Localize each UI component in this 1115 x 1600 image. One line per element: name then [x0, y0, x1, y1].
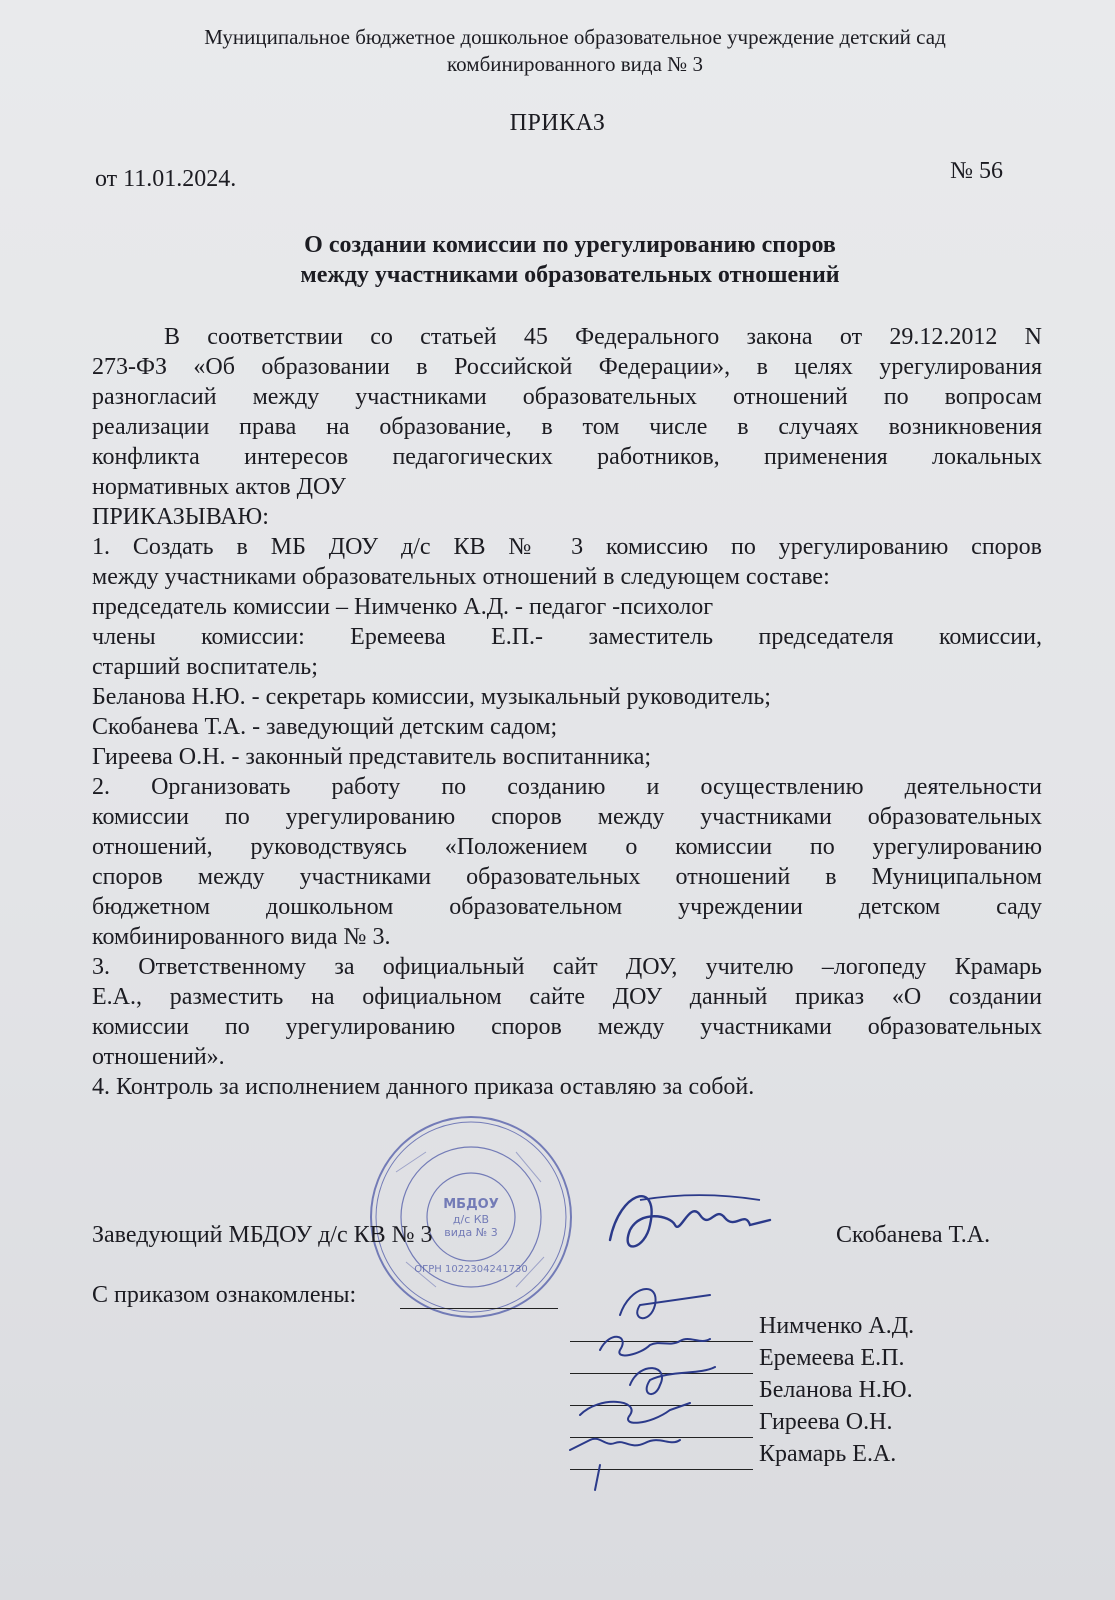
order-word: ПРИКАЗЫВАЮ: — [92, 504, 269, 530]
item-line: члены комиссии: Еремеева Е.П.- заместитель председателя комиссии, — [92, 624, 1042, 650]
organization-line-2: комбинированного вида № 3 — [447, 52, 703, 76]
preamble-line: В соответствии со статьей 45 Федерального закона от 29.12.2012 N — [164, 324, 1042, 350]
director-signature — [600, 1170, 780, 1270]
item-line: комбинированного вида № 3. — [92, 924, 391, 950]
item-line: комиссии по урегулированию споров между участниками образовательных — [92, 1014, 1042, 1040]
item-line: между участниками образовательных отношений в следующем составе: — [92, 564, 830, 590]
acknowledgement-label: С приказом ознакомлены: — [92, 1282, 357, 1308]
acknowledgement-name: Гиреева О.Н. — [759, 1409, 893, 1435]
item-line: Гиреева О.Н. - законный представитель воспитанника; — [92, 744, 652, 770]
order-number: № 56 — [950, 158, 1003, 184]
item-line: бюджетном дошкольном образовательном учреждении детском саду — [92, 894, 1042, 920]
item-line: Е.А., разместить на официальном сайте ДОУ данный приказ «О создании — [92, 984, 1042, 1010]
organization-header — [95, 24, 1055, 78]
preamble — [92, 322, 1042, 502]
subject-line-1: О создании комиссии по урегулированию споров — [304, 232, 836, 258]
official-stamp — [366, 1112, 576, 1322]
acknowledgement-underline — [400, 1308, 558, 1309]
item-1 — [92, 532, 1042, 772]
acknowledgement-name: Нимченко А.Д. — [759, 1313, 915, 1339]
item-line: Беланова Н.Ю. - секретарь комиссии, музыкальный руководитель; — [92, 684, 771, 710]
stamp-center-line-2: д/с КВ — [452, 1213, 490, 1226]
subject-line-2: между участниками образовательных отношений — [300, 262, 840, 288]
document-type: ПРИКАЗ — [509, 110, 606, 136]
item-line: отношений, руководствуясь «Положением о комиссии по урегулированию — [92, 834, 1042, 860]
item-2 — [92, 772, 1042, 952]
item-3 — [92, 952, 1042, 1072]
item-line: Скобанева Т.А. - заведующий детским садом; — [92, 714, 558, 740]
item-4: 4. Контроль за исполнением данного приказа оставляю за собой. — [92, 1074, 755, 1100]
item-line: комиссии по урегулированию споров между участниками образовательных — [92, 804, 1042, 830]
signatory-name: Скобанева Т.А. — [836, 1222, 991, 1248]
preamble-line: 273-ФЗ «Об образовании в Российской Федерации», в целях урегулирования — [92, 354, 1042, 380]
acknowledgement-name: Беланова Н.Ю. — [759, 1377, 913, 1403]
organization-line-1: Муниципальное бюджетное дошкольное образовательное учреждение детский сад — [204, 25, 946, 49]
item-line: 2. Организовать работу по созданию и осуществлению деятельности — [92, 774, 1042, 800]
item-line: 1. Создать в МБ ДОУ д/с КВ № 3 комиссию по урегулированию споров — [92, 534, 1042, 560]
preamble-line: разногласий между участниками образовательных отношений по вопросам — [92, 384, 1042, 410]
preamble-line: нормативных актов ДОУ — [92, 474, 347, 500]
preamble-line: конфликта интересов педагогических работников, применения локальных — [92, 444, 1042, 470]
acknowledgement-name: Крамарь Е.А. — [759, 1441, 897, 1467]
stamp-center-line-1: МБДОУ — [443, 1197, 499, 1212]
item-line: отношений». — [92, 1044, 225, 1070]
stamp-ogrn: ОГРН 1022304241730 — [414, 1264, 528, 1275]
stamp-center-line-3: вида № 3 — [444, 1226, 498, 1239]
item-line: споров между участниками образовательных отношений в Муниципальном — [92, 864, 1042, 890]
order-subject — [95, 230, 1045, 290]
order-date: от 11.01.2024. — [95, 166, 237, 192]
acknowledgement-signatures — [560, 1275, 760, 1505]
acknowledgement-name: Еремеева Е.П. — [759, 1345, 905, 1371]
item-line: 3. Ответственному за официальный сайт ДОУ, учителю –логопеду Крамарь — [92, 954, 1042, 980]
signatory-position: Заведующий МБДОУ д/с КВ № 3 — [92, 1222, 433, 1248]
item-line: старший воспитатель; — [92, 654, 318, 680]
item-line: председатель комиссии – Нимченко А.Д. - педагог -психолог — [92, 594, 714, 620]
preamble-line: реализации права на образование, в том числе в случаях возникновения — [92, 414, 1042, 440]
order-body — [92, 322, 1042, 1102]
